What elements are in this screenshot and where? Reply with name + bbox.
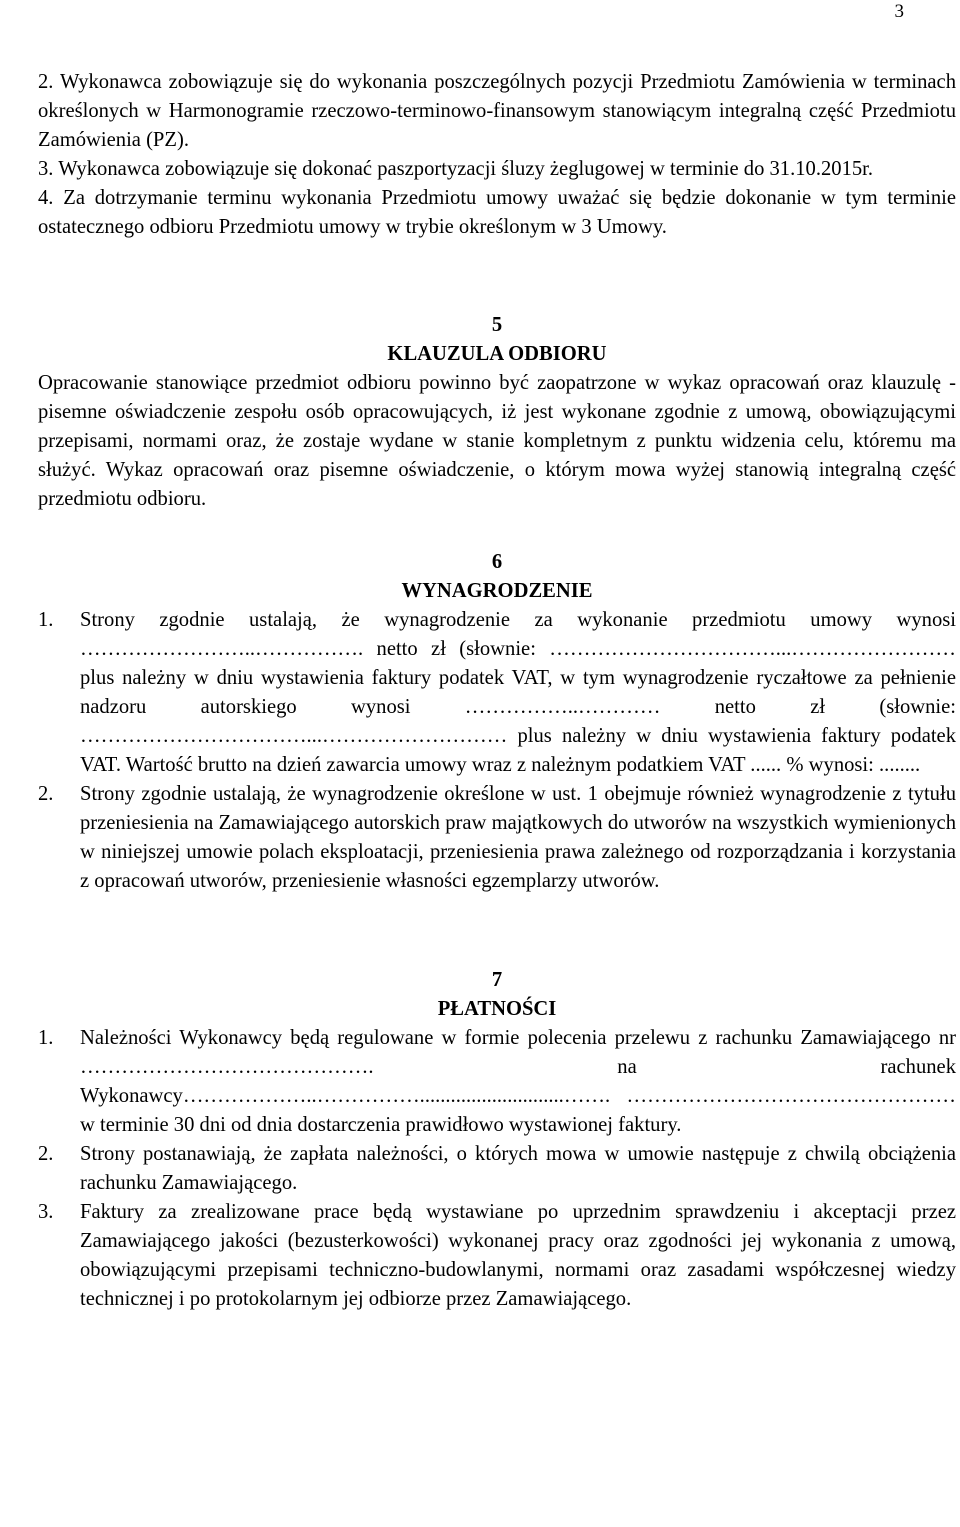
- section-7-title: PŁATNOŚCI: [437, 998, 557, 1020]
- item-text: Strony zgodnie ustalają, że wynagrodzenie określone w ust. 1 obejmuje również wynagrodzenie z tytułu przeniesienia na Zamawiającego autorskich praw majątkowych do utworów na wszystkich wymienionych w niniejszej umowie polach eksploatacji, przeniesienia prawa zależnego od rozporządzania i korzystania z opracowań utworów, przeniesienie własności egzemplarzy utworów.: [80, 783, 956, 892]
- section-7-number: 7: [491, 969, 503, 991]
- section-6-number: 6: [491, 551, 503, 573]
- list-item: [38, 780, 956, 896]
- item-number: 3.: [38, 1201, 54, 1223]
- item-text: Należności Wykonawcy będą regulowane w formie polecenia przelewu z rachunku Zamawiającego nr ……………………………………. na rachunek Wykonawcy………………..……………............................……. …………………………………………w terminie 30 dni od dnia dostarczenia prawidłowo wystawionej faktury.: [80, 1027, 956, 1136]
- item-text: Wykonawca zobowiązuje się dokonać paszportyzacji śluzy żeglugowej w terminie do 31.10.2015r.: [58, 158, 874, 180]
- item-text: Wykonawca zobowiązuje się do wykonania poszczególnych pozycji Przedmiotu Zamówienia w terminach określonych w Harmonogramie rzeczowo-terminowo-finansowym stanowiącym integralną część Przedmiotu Zamówienia (PZ).: [38, 71, 956, 151]
- list-item: [38, 68, 956, 155]
- item-text: Za dotrzymanie terminu wykonania Przedmiotu umowy uważać się będzie dokonanie w tym terminie ostatecznego odbioru Przedmiotu umowy w trybie określonym w 3 Umowy.: [38, 187, 956, 238]
- item-number: 1.: [38, 609, 54, 631]
- list-item: [38, 155, 956, 184]
- item-text: Strony postanawiają, że zapłata należności, o których mowa w umowie następuje z chwilą obciążenia rachunku Zamawiającego.: [80, 1143, 956, 1194]
- item-number: 2.: [38, 783, 54, 805]
- section-5-number: 5: [491, 314, 503, 336]
- list-item: [38, 1140, 956, 1198]
- page-number: 3: [894, 1, 904, 22]
- section-5-title: KLAUZULA ODBIORU: [387, 343, 607, 365]
- list-item: [38, 1198, 956, 1314]
- document-body: [38, 68, 956, 1314]
- item-number: 3.: [38, 158, 54, 180]
- item-text: Strony zgodnie ustalają, że wynagrodzenie za wykonanie przedmiotu umowy wynosi ……………………..……………. netto zł (słownie: ……………………………...…………………… plus należny w dniu wystawienia faktury podatek VAT, w tym wynagrodzenie ryczałtowe za pełnienie nadzoru autorskiego wynosi ……………..………… netto zł (słownie: ……………………………...……………………… plus należny w dniu wystawienia faktury podatek VAT. Wartość brutto na dzień zawarcia umowy wraz z należnym podatkiem VAT ...... % wynosi: ........: [80, 609, 956, 776]
- item-number: 2.: [38, 71, 54, 93]
- item-number: 4.: [38, 187, 54, 209]
- section-5-text: Opracowanie stanowiące przedmiot odbioru powinno być zaopatrzone w wykaz opracowań oraz klauzulę - pisemne oświadczenie zespołu osób opracowujących, iż jest wykonane zgodnie z umową, obowiązującymi przepisami, normami oraz, że zostaje wydane w stanie kompletnym z punktu widzenia celu, któremu ma służyć. Wykaz opracowań oraz pisemne oświadczenie, o którym mowa wyżej stanowią integralną część przedmiotu odbioru.: [38, 372, 956, 510]
- item-number: 1.: [38, 1027, 54, 1049]
- list-item: [38, 184, 956, 242]
- list-item: [38, 1024, 956, 1140]
- item-text: Faktury za zrealizowane prace będą wystawiane po uprzednim sprawdzeniu i akceptacji przez Zamawiającego jakości (bezusterkowości) wykonanej pracy oraz zgodności jej wykonania z umową, obowiązującymi przepisami techniczno-budowlanymi, normami oraz zasadami współczesnej wiedzy technicznej i po protokolarnym jej odbiorze przez Zamawiającego.: [80, 1201, 956, 1310]
- item-number: 2.: [38, 1143, 54, 1165]
- section-6-title: WYNAGRODZENIE: [401, 580, 593, 602]
- list-item: [38, 606, 956, 780]
